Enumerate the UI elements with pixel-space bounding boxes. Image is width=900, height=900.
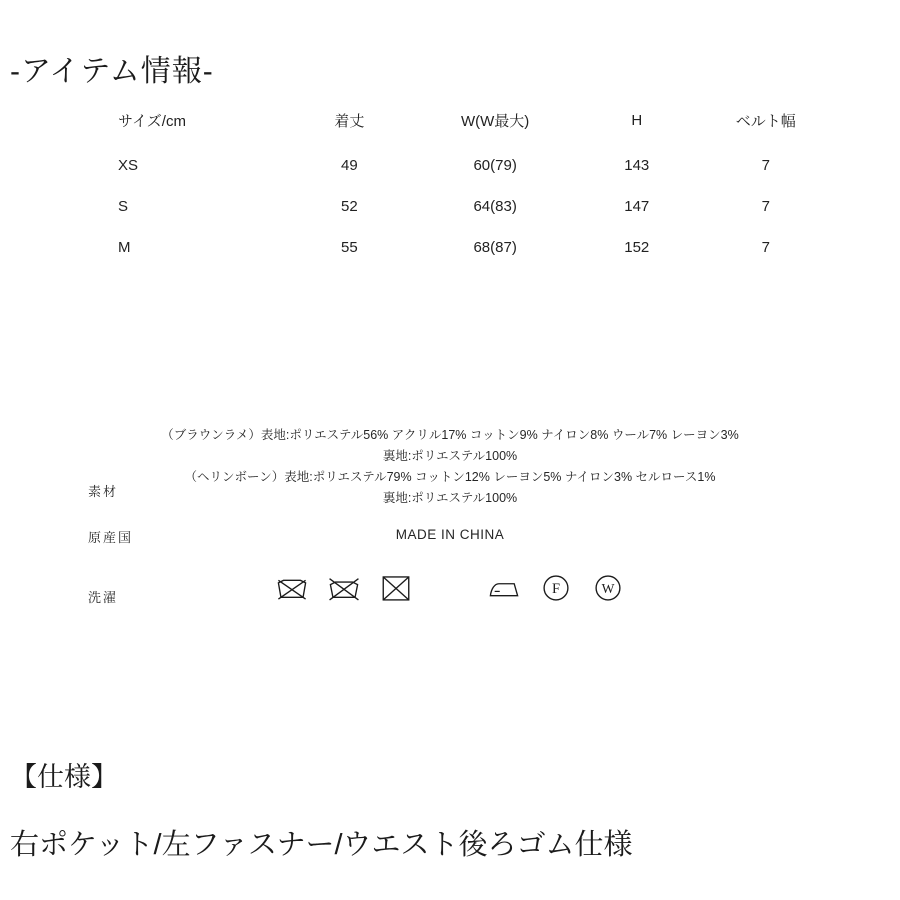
- cell-length: 49: [341, 157, 358, 174]
- column-header-belt-width: ベルト幅: [735, 113, 796, 130]
- svg-text:W: W: [601, 581, 615, 597]
- spec-section-detail: 右ポケット/左ファスナー/ウエスト後ろゴム仕様: [10, 829, 633, 861]
- cell-hip: 147: [624, 198, 650, 215]
- origin-label: 原産国: [88, 530, 134, 545]
- cell-belt-width: 7: [761, 239, 770, 256]
- cell-size: XS: [118, 157, 139, 174]
- material-line: 裏地:ポリエステル100%: [382, 491, 518, 505]
- table-row: [90, 145, 830, 186]
- iron-low-icon: [487, 571, 521, 605]
- wet-clean-w-icon: [591, 571, 625, 605]
- material-line: （ブラウンラメ）表地:ポリエステル56% アクリル17% コットン9% ナイロン8% ウール7% レーヨン3%: [161, 428, 739, 442]
- column-header-length: 着丈: [334, 113, 365, 130]
- cell-belt-width: 7: [761, 157, 770, 174]
- cell-size: S: [118, 198, 129, 215]
- cell-length: 52: [341, 198, 358, 215]
- spec-section-title: 【仕様】: [10, 762, 118, 792]
- wash-row: [0, 559, 900, 629]
- table-header-row: [90, 100, 830, 145]
- page-title: -アイテム情報-: [10, 55, 214, 88]
- column-header-hip: H: [631, 112, 643, 129]
- origin-row: [0, 515, 900, 559]
- material-label: 素材: [88, 484, 119, 499]
- cell-size: M: [118, 239, 131, 256]
- cell-belt-width: 7: [761, 198, 770, 215]
- origin-value: MADE IN CHINA: [395, 527, 505, 542]
- column-header-waist: W(W最大): [460, 113, 530, 130]
- cell-hip: 152: [624, 239, 650, 256]
- material-line: （ヘリンボーン）表地:ポリエステル79% コットン12% レーヨン5% ナイロン3% セルロース1%: [184, 470, 716, 484]
- table-row: [90, 186, 830, 227]
- table-row: [90, 227, 830, 268]
- svg-text:F: F: [551, 581, 561, 598]
- cell-waist: 60(79): [473, 157, 517, 174]
- material-values: [0, 425, 900, 509]
- material-line: 裏地:ポリエステル100%: [382, 449, 518, 463]
- cell-waist: 68(87): [473, 239, 517, 256]
- spec-block: [0, 425, 900, 629]
- size-table: [90, 100, 830, 268]
- material-row: [0, 425, 900, 515]
- cell-length: 55: [341, 239, 358, 256]
- column-header-size: サイズ/cm: [118, 113, 186, 130]
- no-machine-wash-icon: [275, 571, 309, 605]
- wash-icon-group: [0, 571, 900, 605]
- wash-label: 洗濯: [88, 590, 119, 605]
- dry-clean-f-icon: [539, 571, 573, 605]
- cell-hip: 143: [624, 157, 650, 174]
- no-hand-wash-icon: [327, 571, 361, 605]
- cell-waist: 64(83): [473, 198, 517, 215]
- no-bleach-icon: [379, 571, 413, 605]
